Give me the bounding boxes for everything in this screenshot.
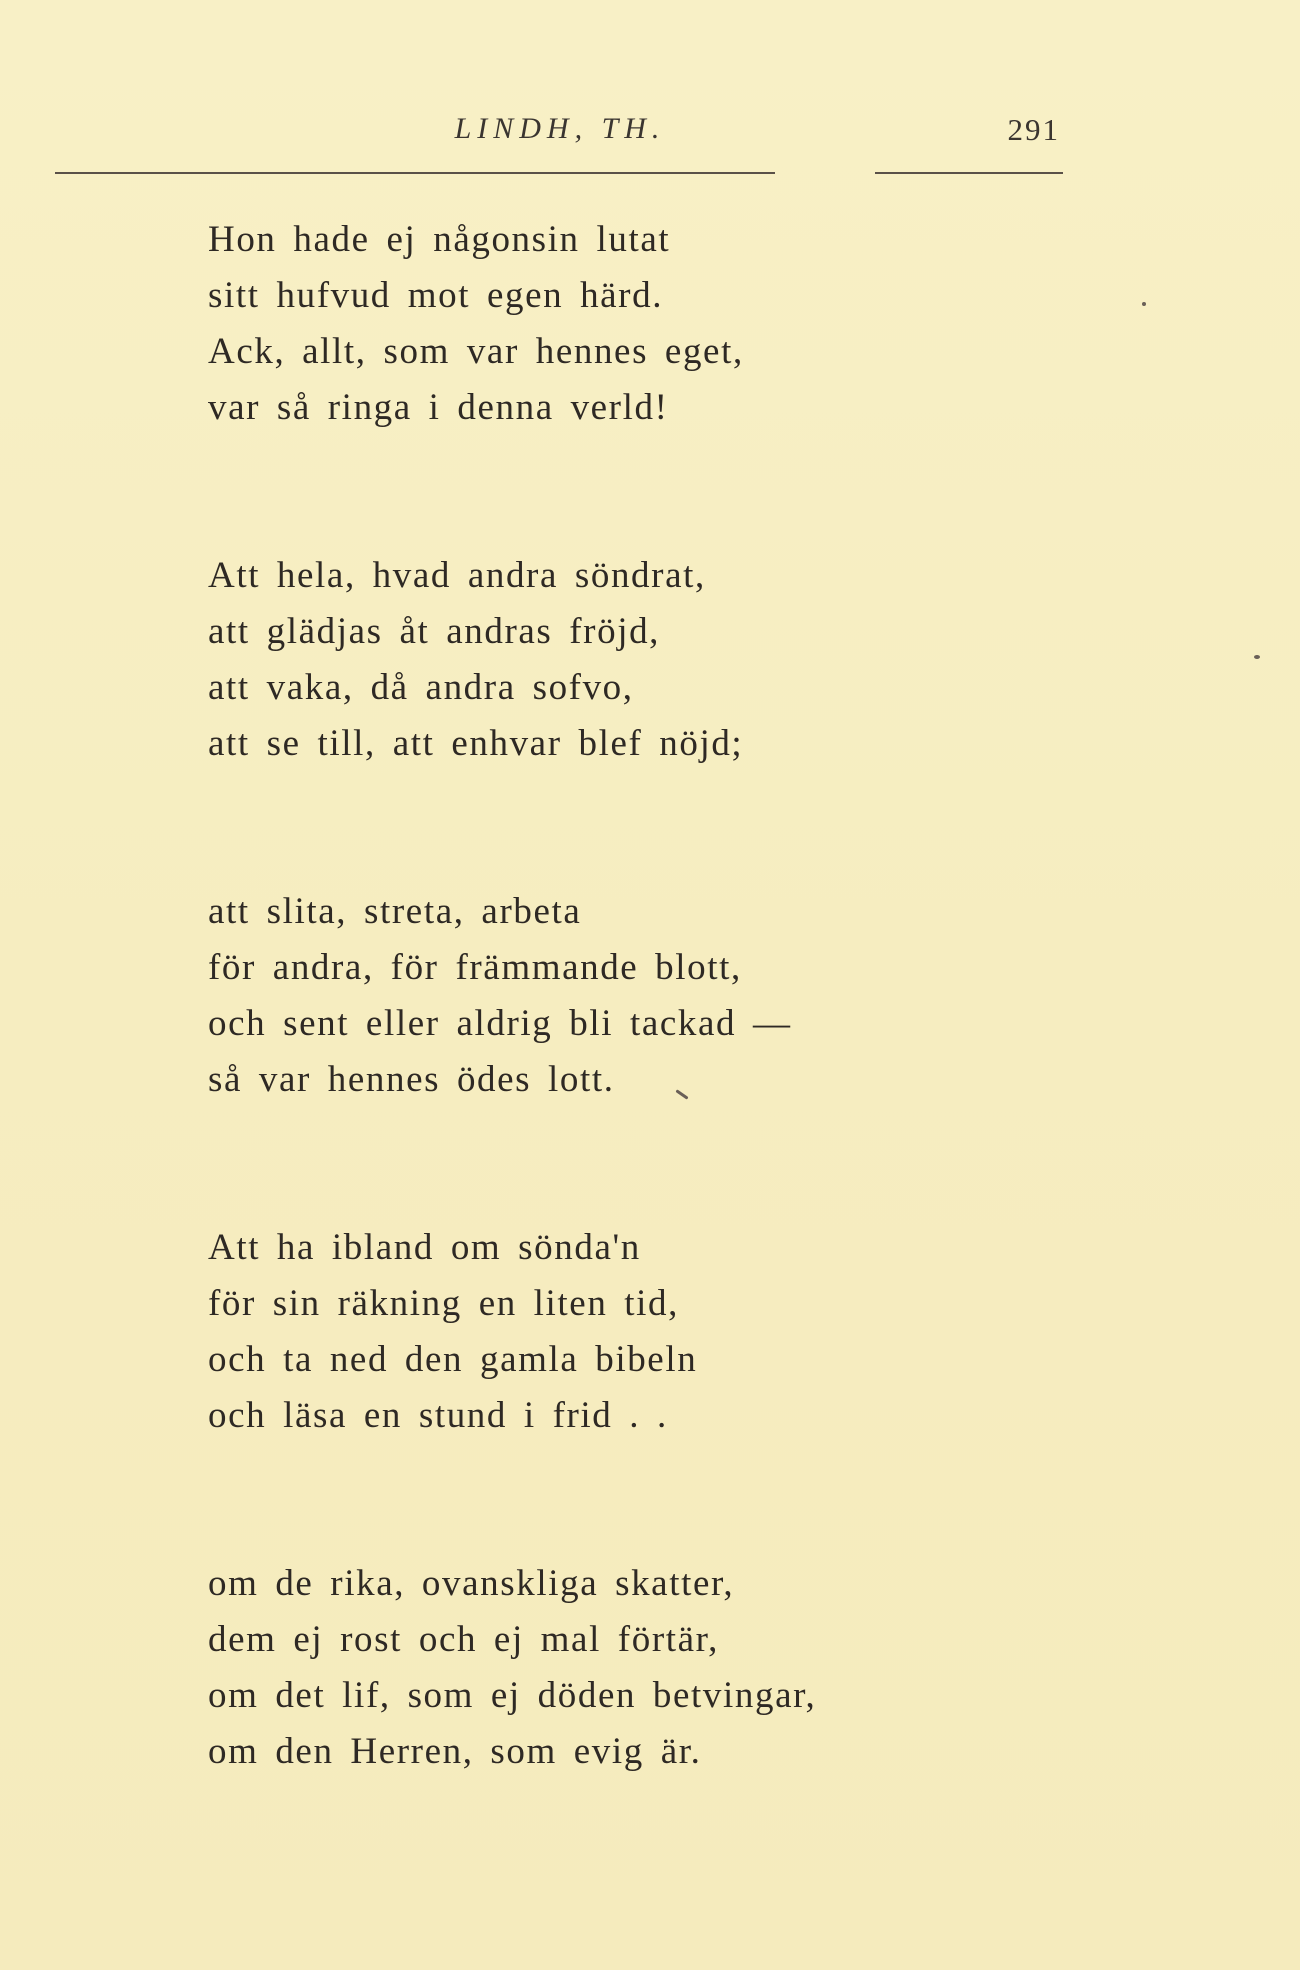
header-rule-right bbox=[875, 172, 1063, 174]
paper-speck bbox=[1142, 302, 1146, 306]
poem-line: dem ej rost och ej mal förtär, bbox=[208, 1619, 719, 1660]
poem-line: att glädjas åt andras fröjd, bbox=[208, 611, 661, 652]
stanza-2 bbox=[208, 548, 1108, 772]
poem-line: Att ha ibland om sönda'n bbox=[208, 1227, 641, 1268]
poem-line: om den Herren, som evig är. bbox=[208, 1731, 702, 1772]
poem-line: och sent eller aldrig bli tackad — bbox=[208, 1003, 792, 1044]
poem-line: Hon hade ej någonsin lutat bbox=[208, 219, 671, 260]
stanza-3 bbox=[208, 884, 1108, 1108]
running-title: LINDH, TH. bbox=[454, 112, 666, 145]
poem-line: att vaka, då andra sofvo, bbox=[208, 667, 634, 708]
page-number: 291 bbox=[1007, 112, 1060, 147]
poem-line: för sin räkning en liten tid, bbox=[208, 1283, 679, 1324]
poem-line: och läsa en stund i frid . . bbox=[208, 1395, 668, 1436]
stanza-5 bbox=[208, 1556, 1108, 1780]
poem-line: Ack, allt, som var hennes eget, bbox=[208, 331, 744, 372]
poem-line: om de rika, ovanskliga skatter, bbox=[208, 1563, 735, 1604]
poem-line: att slita, streta, arbeta bbox=[208, 891, 582, 932]
poem-line: var så ringa i denna verld! bbox=[208, 387, 669, 428]
poem-line: att se till, att enhvar blef nöjd; bbox=[208, 723, 744, 764]
poem-line: sitt hufvud mot egen härd. bbox=[208, 275, 664, 316]
running-head bbox=[0, 112, 1300, 152]
header-rule-left bbox=[55, 172, 775, 174]
poem-line: och ta ned den gamla bibeln bbox=[208, 1339, 698, 1380]
stanza-1 bbox=[208, 212, 1108, 436]
poem-line: så var hennes ödes lott. bbox=[208, 1059, 615, 1100]
paper-speck bbox=[1254, 655, 1260, 659]
stanza-4 bbox=[208, 1220, 1108, 1444]
poem-line: för andra, för främmande blott, bbox=[208, 947, 742, 988]
poem bbox=[208, 212, 1108, 1780]
poem-line: om det lif, som ej döden betvingar, bbox=[208, 1675, 817, 1716]
poem-line: Att hela, hvad andra söndrat, bbox=[208, 555, 706, 596]
